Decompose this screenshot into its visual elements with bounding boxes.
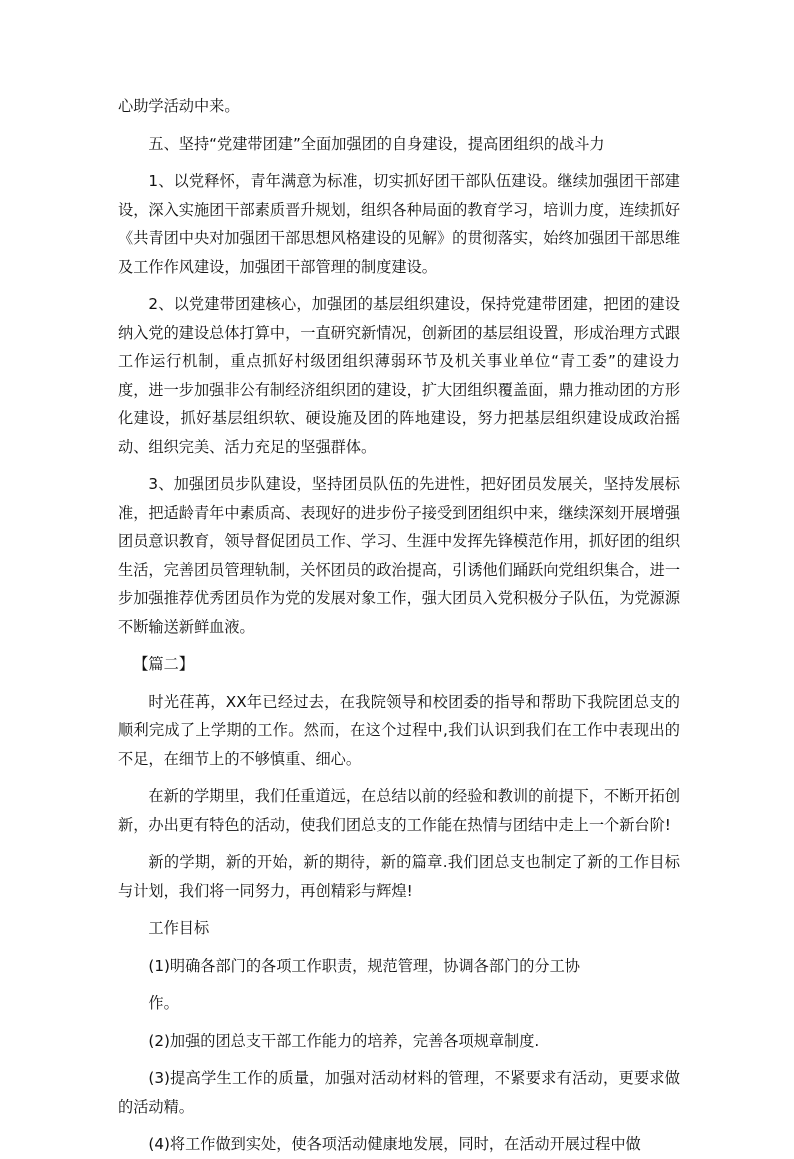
goal-item-4: (4)将工作做到实处，使各项活动健康地发展，同时，在活动开展过程中做 — [148, 1135, 641, 1153]
paragraph-item-2: 2、以党建带团建核心，加强团的基层组织建设，保持党建带团建，把团的建设纳入党的建设总体打算中，一直研究新情况，创新团的基层组设置，形成治理方式跟工作运行机制，重点抓好村级团组织薄弱环节及机关事业单位“青工委”的建设力度，进一步加强非公有制经济组织团的建设，扩大团组织覆盖面，鼎力推动团的方形化建设，抓好基层组织软、硬设施及团的阵地建设，努力把基层组织建设成政治摇动、组织完美、活力充足的坚强群体。 — [118, 295, 680, 456]
goal-item-1-continuation: 作。 — [148, 994, 179, 1012]
document-page — [118, 92, 680, 1159]
paragraph-continuation: 心助学活动中来。 — [118, 97, 240, 115]
goal-item-3: (3)提高学生工作的质量，加强对活动材料的管理，不紧要求有活动，更要求做的活动精。 — [118, 1069, 680, 1116]
paragraph-item-3: 3、加强团员步队建设，坚持团员队伍的先进性，把好团员发展关，坚持发展标准，把适龄青年中素质高、表现好的进步份子接受到团组织中来，继续深刻开展增强团员意识教育，领导督促团员工作、学习、生涯中发挥先锋模范作用，抓好团的组织生活，完善团员管理轨制，关怀团员的政治提高，引诱他们踊跃向党组织集合，进一步加强推荐优秀团员作为党的发展对象工作，强大团员入党积极分子队伍，为党源源不断输送新鲜血液。 — [118, 475, 680, 636]
goal-item-1: (1)明确各部门的各项工作职责，规范管理，协调各部门的分工协 — [148, 956, 580, 975]
chapter-heading: 【篇二】 — [133, 655, 194, 673]
paragraph-intro: 时光荏苒，XX年已经过去，在我院领导和校团委的指导和帮助下我院团总支的顺利完成了上学期的工作。然而，在这个过程中,我们认识到我们在工作中表现出的不足，在细节上的不够慎重、细心。 — [118, 692, 680, 768]
paragraph-item-1: 1、以党释怀，青年满意为标准，切实抓好团干部队伍建设。继续加强团干部建设，深入实施团干部素质晋升规划，组织各种局面的教育学习，培训力度，连续抓好《共青团中央对加强团干部思想风格建设的见解》的贯彻落实，始终加强团干部思维及工作作风建设，加强团干部管理的制度建设。 — [118, 172, 680, 276]
paragraph-new-start: 新的学期，新的开始，新的期待，新的篇章.我们团总支也制定了新的工作目标与计划，我们将一同努力，再创精彩与辉煌! — [118, 853, 680, 900]
work-goals-heading: 工作目标 — [148, 919, 210, 937]
section-heading-five: 五、坚持“党建带团建”全面加强团的自身建设，提高团组织的战斗力 — [148, 134, 605, 153]
goal-item-2: (2)加强的团总支干部工作能力的培养，完善各项规章制度. — [148, 1031, 540, 1050]
paragraph-new-semester: 在新的学期里，我们任重道远，在总结以前的经验和教训的前提下，不断开拓创新，办出更有特色的活动，使我们团总支的工作能在热情与团结中走上一个新台阶! — [118, 787, 680, 834]
